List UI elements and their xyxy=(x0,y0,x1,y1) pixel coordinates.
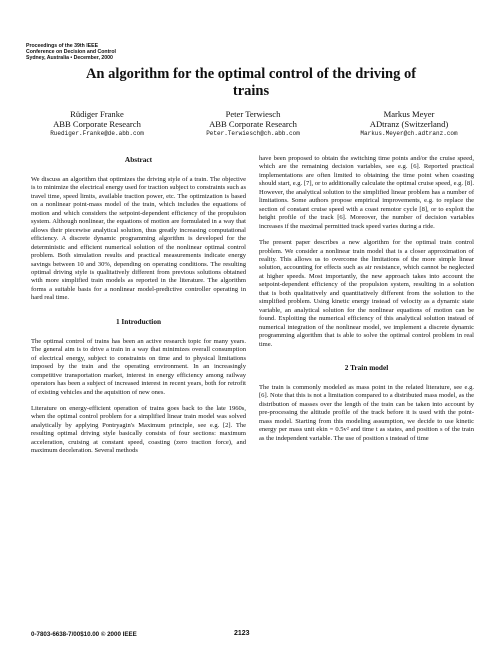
model-heading: 2 Train model xyxy=(344,362,389,372)
author-2 xyxy=(178,109,328,138)
author-email: Markus.Meyer@ch.adtranz.com xyxy=(360,130,458,137)
author-block xyxy=(22,109,484,138)
title-line-2: trains xyxy=(232,83,270,99)
intro-paragraph-2: Literature on energy-efficient operation of trains goes back to the late 1960s, when the optimal control problem for a simplified linear train model was solved analytically by applying Pontryagin's Maximum principle, see e.g. [2]. The resulting optimal driving style basically consists of four sections: maximum acceleration, cruising at constant speed, coasting (zero traction force), and maximum deceleration. Several methods xyxy=(31,404,246,455)
intro-heading: 1 Introduction xyxy=(115,316,162,326)
abstract-text: We discuss an algorithm that optimizes the driving style of a train. The objective is to minimize the electrical energy used for traction subject to constraints such as travel time, speed limits, available traction power, etc. The optimization is based on a nonlinear point-mass model of the train, which includes the equations of motion and which considers the setpoint-dependent efficiency of the propulsion system. Although nonlinear, the equations of motion are formulated in a way that allows their piecewise analytical solution, thus greatly increasing computational efficiency. A discrete dynamic programming algorithm is developed for the deterministic and efficient numerical solution of the nonlinear optimal control problem. Both simulation results and practical measurements indicate energy savings between 10 and 30%, depending on operating conditions. The resulting optimal driving style is qualitatively different from previous solutions obtained with more simplified train models as reported in the literature. The algorithm forms a suitable basis for a nonlinear model-predictive controller operating in hard real time. xyxy=(31,176,246,302)
author-email: Peter.Terwiesch@ch.abb.com xyxy=(206,130,300,137)
author-name: Rüdiger Franke xyxy=(70,109,124,119)
author-name: Peter Terwiesch xyxy=(225,109,281,119)
proceedings-line-2: Conference on Decision and Control xyxy=(26,49,116,56)
author-affiliation: ABB Corporate Research xyxy=(209,119,297,129)
isbn-footer: 0-7803-6638-7/00$10.00 © 2000 IEEE xyxy=(31,631,137,638)
right-paragraph-2: The present paper describes a new algorithm for the optimal train control problem. We consider a nonlinear train model that is a closer approximation of reality. This allows us to overcome the limitations of the more simple linear solution, accounting for effects such as air resistance, which cannot be neglected at higher speeds. Most importantly, the new approach takes into account the setpoint-dependent efficiency of the propulsion system, resulting in a solution that is both qualitatively and quantitatively different from the solution to the simplified problem. Using kinetic energy instead of velocity as a dynamic state variable, an analytical solution for the nonlinear equations of motion can be found. Exploiting the numerical efficiency of this analytical solution instead of numerical integration of the nonlinear model, we implement a discrete dynamic programming algorithm that is able to solve the optimal control problem in real time. xyxy=(259,239,474,348)
title-line-1: An algorithm for the optimal control of the driving of xyxy=(85,66,417,82)
right-paragraph-1: have been proposed to obtain the switching time points and/or the cruise speed, which are the remaining decision variables, see e.g. [6]. Reported practical implementations are often limited to obtaining the time point when coasting should start, e.g. [7], or to additionally calculate the optimal cruise speed, e.g. [8]. However, the analytical solution to the simplified linear problem has a number of limitations. Some authors propose empirical improvements, e.g. to replace the section of constant cruise speed with a coast remotor cycle [8], or to exploit the height profile of the track [6]. Moreover, the number of decision variables increases if the maximal permitted track speed varies during a ride. xyxy=(259,155,474,230)
intro-paragraph-1: The optimal control of trains has been an active research topic for many years. The general aim is to drive a train in a way that minimizes overall consumption of electrical energy, subject to constraints on time and to physical limitations imposed by the train and the operating environment. In an increasingly competitive transportation market, interest in energy efficiency among railway operators has been a subject of increased interest in recent years, both for retrofit of existing vehicles and the aquisition of new ones. xyxy=(31,337,246,396)
author-3 xyxy=(334,109,484,138)
page-number: 2123 xyxy=(234,630,250,637)
paper-title xyxy=(0,66,502,100)
author-affiliation: ABB Corporate Research xyxy=(53,119,141,129)
author-email: Ruediger.Franke@de.abb.com xyxy=(50,130,144,137)
proceedings-line-3: Sydney, Australia • December, 2000 xyxy=(26,55,113,62)
author-1 xyxy=(22,109,172,138)
proceedings-line-1: Proceedings of the 39th IEEE xyxy=(26,43,99,49)
model-paragraph-1: The train is commonly modeled as mass point in the related literature, see e.g. [6]. Note that this is not a limitation compared to a distributed mass model, as the distribution of masses over the length of the train can be taken into account by pre-processing the altitude profile of the track before it is used with the point-mass model. Starting from this modeling assumption, we decide to use kinetic energy per mass unit ekin = 0.5v² and time t as states, and position s of the train as the independent variable. The use of position s instead of time xyxy=(259,383,474,442)
left-column xyxy=(31,155,246,464)
right-column xyxy=(259,155,474,451)
abstract-heading: Abstract xyxy=(124,155,153,164)
author-name: Markus Meyer xyxy=(383,109,435,119)
proceedings-header xyxy=(26,43,286,62)
author-affiliation: ADtranz (Switzerland) xyxy=(369,119,449,129)
